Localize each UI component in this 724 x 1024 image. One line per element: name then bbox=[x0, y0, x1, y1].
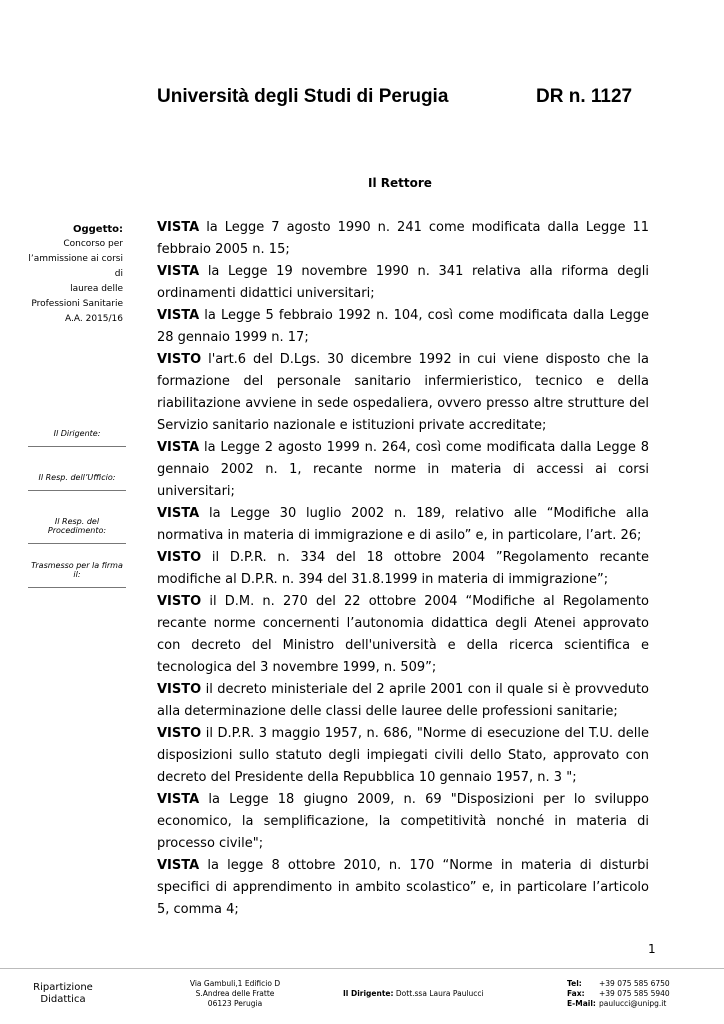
department-line: Didattica bbox=[40, 994, 86, 1005]
subject-line: Professioni Sanitarie bbox=[31, 299, 123, 309]
subject-label: Oggetto: bbox=[72, 224, 123, 235]
document-body bbox=[157, 217, 649, 921]
decree-number: DR n. 1127 bbox=[536, 86, 633, 107]
director-label: Il Dirigente: bbox=[343, 989, 394, 998]
signature-block-dirigente bbox=[28, 429, 126, 447]
paragraph-text: il D.P.R. 3 maggio 1957, n. 686, "Norme di esecuzione del T.U. delle disposizioni sullo statuto degli impiegati civili dello Stato, approvato con decreto del Presidente della Repubblica 10 gennaio 1957, n. 3 "; bbox=[157, 726, 649, 785]
subject-line: Concorso per bbox=[63, 239, 123, 249]
paragraph-text: il D.P.R. n. 334 del 18 ottobre 2004 ”Regolamento recante modifiche al D.P.R. n. 394 del 31.8.1999 in materia di immigrazione”; bbox=[157, 550, 649, 587]
paragraph bbox=[157, 437, 649, 503]
paragraph bbox=[157, 349, 649, 437]
footer-department bbox=[28, 982, 98, 1006]
document-heading: Il Rettore bbox=[368, 176, 432, 190]
page-number: 1 bbox=[648, 942, 656, 956]
university-title: Università degli Studi di Perugia bbox=[157, 86, 449, 107]
contact-tel bbox=[567, 979, 670, 989]
contact-value[interactable]: paulucci@unipg.it bbox=[599, 999, 667, 1008]
director-name: Dott.ssa Laura Paulucci bbox=[393, 989, 484, 998]
paragraph-lead: VISTO bbox=[157, 726, 202, 741]
footer-divider bbox=[0, 968, 724, 969]
contact-label: Fax: bbox=[567, 989, 585, 998]
address-line: 06123 Perugia bbox=[207, 999, 263, 1008]
subject-line: A.A. 2015/16 bbox=[65, 314, 123, 324]
signature-line bbox=[28, 438, 126, 447]
paragraph bbox=[157, 305, 649, 349]
paragraph bbox=[157, 789, 649, 855]
contact-value: +39 075 585 5940 bbox=[599, 989, 670, 998]
paragraph-text: la Legge 19 novembre 1990 n. 341 relativa alla riforma degli ordinamenti didattici universitari; bbox=[157, 264, 649, 301]
paragraph-text: la legge 8 ottobre 2010, n. 170 “Norme in materia di disturbi specifici di apprendimento in ambito scolastico” e, in particolare l’articolo 5, comma 4; bbox=[157, 858, 649, 917]
paragraph-lead: VISTA bbox=[157, 220, 200, 235]
paragraph bbox=[157, 503, 649, 547]
paragraph-text: l'art.6 del D.Lgs. 30 dicembre 1992 in cui viene disposto che la formazione del personale sanitario infermieristico, tecnico e della riabilitazione avviene in sede ospedaliera, ovvero presso altre strutture del Servizio sanitario nazionale e istituzioni private accreditate; bbox=[157, 352, 649, 433]
paragraph bbox=[157, 679, 649, 723]
signature-line bbox=[28, 579, 126, 588]
paragraph-lead: VISTA bbox=[157, 308, 200, 323]
paragraph-text: la Legge 7 agosto 1990 n. 241 come modificata dalla Legge 11 febbraio 2005 n. 15; bbox=[157, 220, 649, 257]
footer-address bbox=[182, 979, 288, 1009]
subject-line: laurea delle bbox=[70, 284, 123, 294]
paragraph-lead: VISTO bbox=[157, 682, 202, 697]
contact-fax bbox=[567, 989, 670, 999]
contact-label: E-Mail: bbox=[567, 999, 596, 1008]
signature-label: Il Resp. dell’Ufficio: bbox=[38, 473, 116, 482]
paragraph-text: la Legge 18 giugno 2009, n. 69 "Disposizioni per lo sviluppo economico, la semplificazione, la competitività nonché in materia di processo civile"; bbox=[157, 792, 649, 851]
paragraph-text: la Legge 30 luglio 2002 n. 189, relativo alle “Modifiche alla normativa in materia di immigrazione e di asilo” e, in particolare, l’art. 26; bbox=[157, 506, 649, 543]
footer-contacts bbox=[567, 979, 670, 1009]
paragraph-text: la Legge 5 febbraio 1992 n. 104, così come modificata dalla Legge 28 gennaio 1999 n. 17; bbox=[157, 308, 649, 345]
paragraph bbox=[157, 547, 649, 591]
signature-block-trasmesso bbox=[28, 561, 126, 588]
contact-email[interactable] bbox=[567, 999, 670, 1009]
contact-label: Tel: bbox=[567, 979, 582, 988]
signature-label: Il Resp. del Procedimento: bbox=[47, 517, 107, 535]
paragraph-text: il decreto ministeriale del 2 aprile 2001 con il quale si è provveduto alla determinazione delle classi delle lauree delle professioni sanitarie; bbox=[157, 682, 649, 719]
paragraph bbox=[157, 217, 649, 261]
address-line: Via Gambuli,1 Edificio D bbox=[189, 979, 281, 988]
subject-sidebar bbox=[18, 222, 123, 327]
paragraph-lead: VISTA bbox=[157, 858, 200, 873]
paragraph-text: il D.M. n. 270 del 22 ottobre 2004 “Modifiche al Regolamento recante norme concernenti l’autonomia didattica degli Atenei approvato con decreto del Ministro dell'università e della ricerca scientifica e tecnologica del 3 novembre 1999, n. 509”; bbox=[157, 594, 649, 675]
paragraph bbox=[157, 591, 649, 679]
signature-block-resp-ufficio bbox=[28, 473, 126, 491]
paragraph-lead: VISTO bbox=[157, 594, 202, 609]
paragraph-lead: VISTO bbox=[157, 352, 202, 367]
paragraph-text: la Legge 2 agosto 1999 n. 264, così come modificata dalla Legge 8 gennaio 2002 n. 1, recante norme in materia di accessi ai corsi universitari; bbox=[157, 440, 649, 499]
department-line: Ripartizione bbox=[33, 982, 93, 993]
paragraph-lead: VISTA bbox=[157, 264, 200, 279]
contact-value: +39 075 585 6750 bbox=[599, 979, 670, 988]
paragraph-lead: VISTO bbox=[157, 550, 202, 565]
signature-line bbox=[28, 535, 126, 544]
paragraph-lead: VISTA bbox=[157, 792, 200, 807]
signature-line bbox=[28, 482, 126, 491]
paragraph bbox=[157, 261, 649, 305]
paragraph bbox=[157, 723, 649, 789]
footer-director bbox=[343, 989, 484, 998]
signature-block-resp-procedimento bbox=[28, 517, 126, 544]
subject-line: l’ammissione ai corsi di bbox=[28, 254, 123, 279]
paragraph-lead: VISTA bbox=[157, 506, 200, 521]
address-line: S.Andrea delle Fratte bbox=[195, 989, 275, 998]
paragraph-lead: VISTA bbox=[157, 440, 200, 455]
signature-label: Trasmesso per la firma il: bbox=[31, 561, 123, 579]
paragraph bbox=[157, 855, 649, 921]
signature-label: Il Dirigente: bbox=[53, 429, 101, 438]
